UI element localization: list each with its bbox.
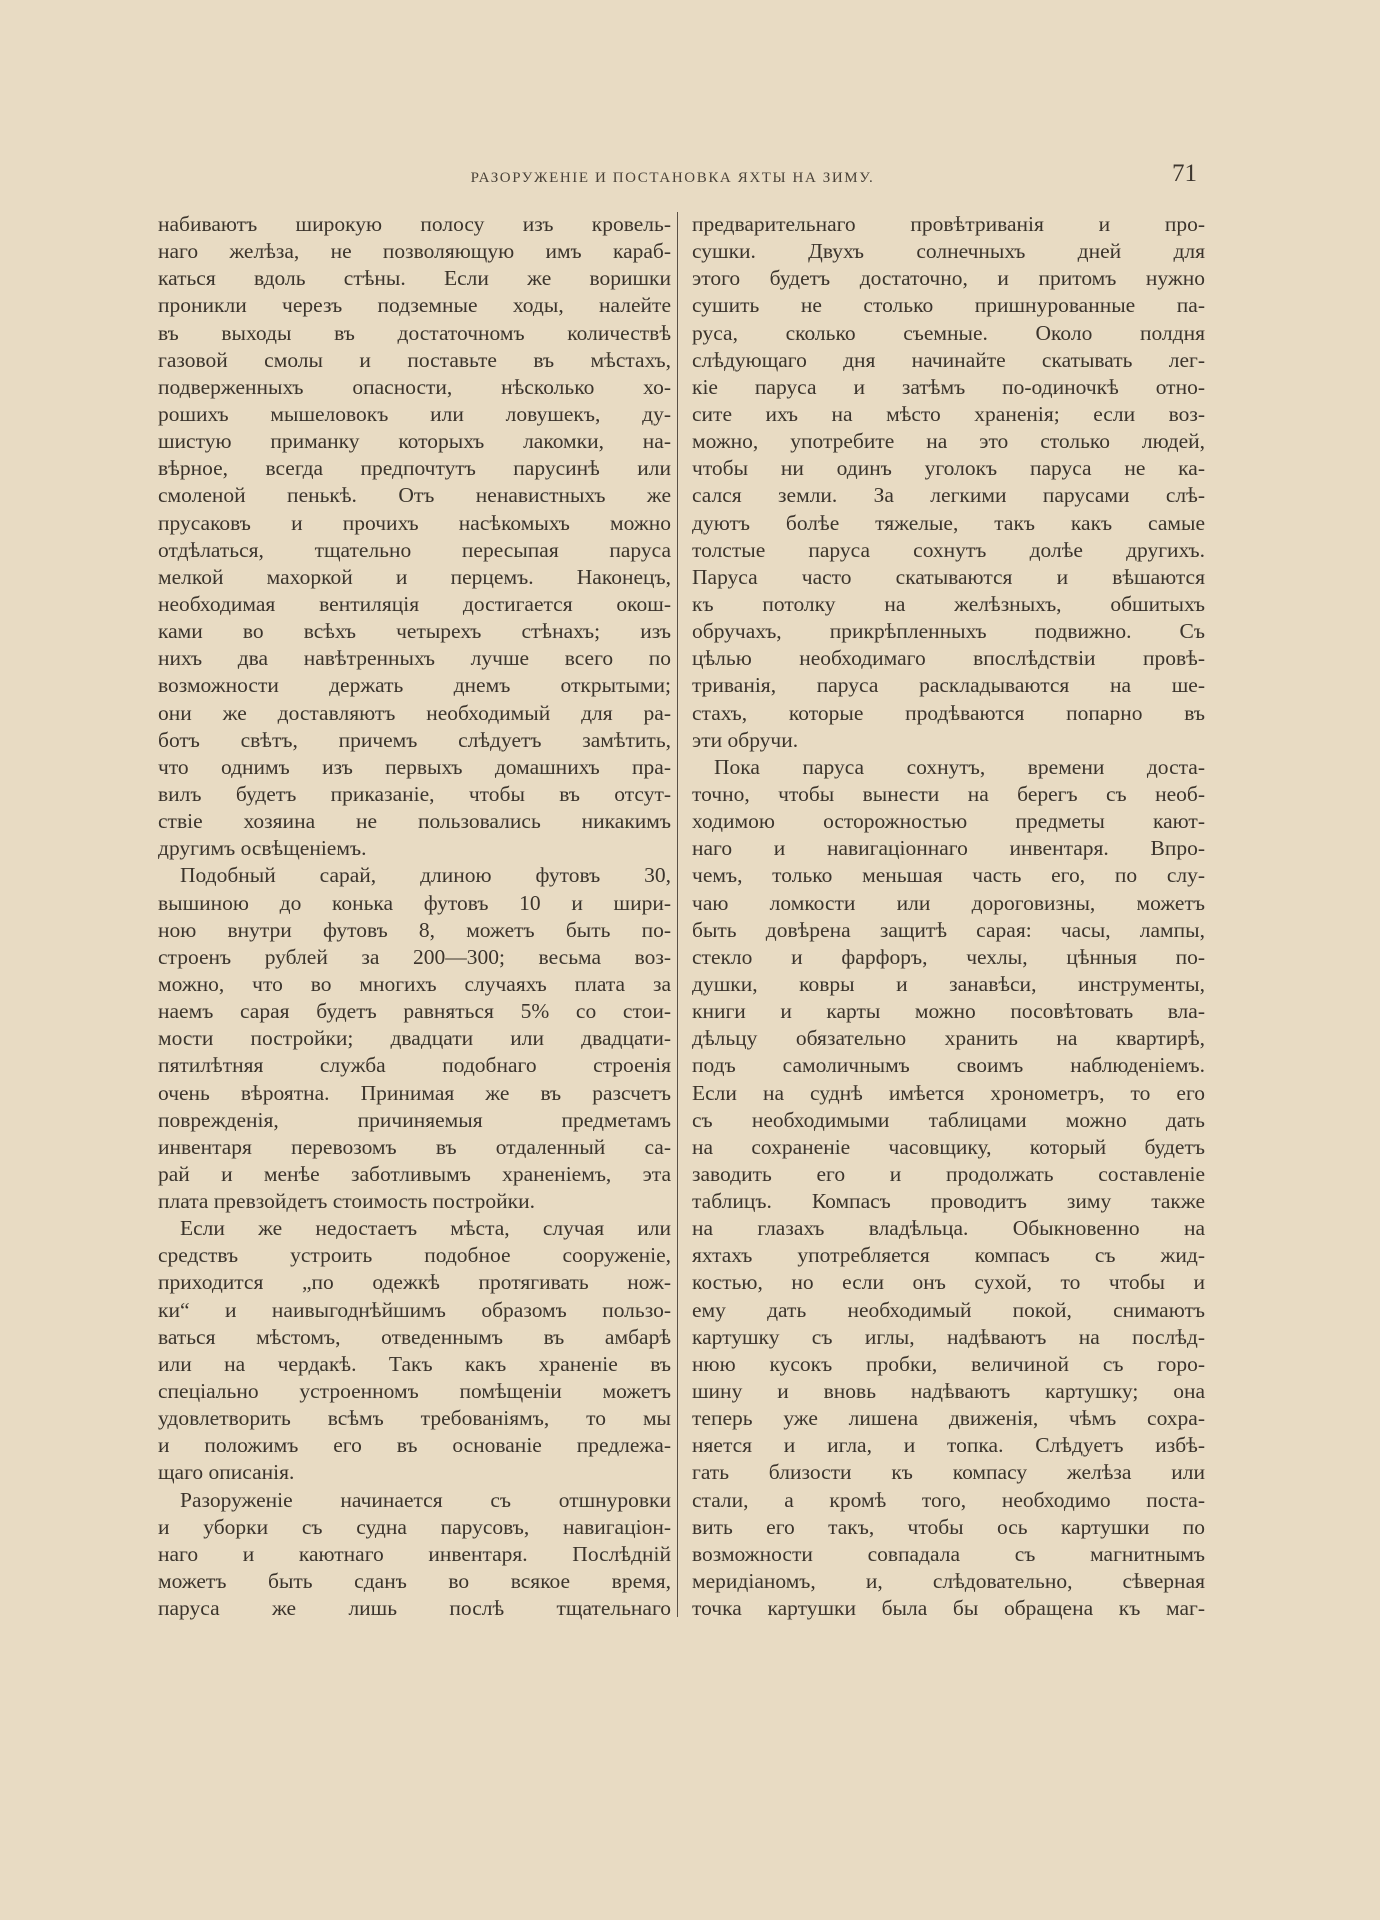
text-line: сите ихъ на мѣсто храненія; если воз-: [692, 401, 1205, 426]
paragraph: [158, 1487, 671, 1623]
text-line: вилъ будетъ приказаніе, чтобы въ отсут-: [158, 781, 671, 806]
text-line: сушить не столько пришнурованные па-: [692, 293, 1205, 318]
text-line: отдѣлаться, тщательно пересыпая паруса: [158, 537, 671, 562]
text-line: быть довѣрена защитѣ сарая: часы, лампы,: [692, 917, 1205, 942]
text-line: можно, употребите на это столько людей,: [692, 429, 1205, 454]
text-line: можетъ быть сданъ во всякое время,: [158, 1569, 671, 1594]
text-line: рай и менѣе заботливымъ храненіемъ, эта: [158, 1161, 671, 1186]
text-line: книги и карты можно посовѣтовать вла-: [692, 999, 1205, 1024]
text-line: Если на суднѣ имѣется хронометръ, то его: [692, 1080, 1205, 1105]
text-line: необходимая вентиляція достигается окош-: [158, 591, 671, 616]
text-line: набиваютъ широкую полосу изъ кровель-: [158, 212, 671, 236]
text-line: мости постройки; двадцати или двадцати-: [158, 1026, 671, 1051]
text-line: прусаковъ и прочихъ насѣкомыхъ можно: [158, 510, 671, 535]
text-line: строенъ рублей за 200—300; весьма воз-: [158, 944, 671, 969]
column-divider: [677, 212, 678, 1617]
page-number: 71: [1172, 160, 1197, 187]
text-line: очень вѣроятна. Принимая же въ разсчетъ: [158, 1080, 671, 1105]
text-line: костью, но если онъ сухой, то чтобы и: [692, 1270, 1205, 1295]
text-line: что однимъ изъ первыхъ домашнихъ пра-: [158, 754, 671, 779]
text-line: на сохраненіе часовщику, который будетъ: [692, 1134, 1205, 1159]
text-line: поврежденія, причиняемыя предметамъ: [158, 1107, 671, 1132]
text-line: шину и вновь надѣваютъ картушку; она: [692, 1379, 1205, 1404]
text-line: проникли черезъ подземные ходы, налейте: [158, 293, 671, 318]
text-line: цѣлью необходимаго впослѣдствіи провѣ-: [692, 646, 1205, 671]
text-line: стахъ, которые продѣваются попарно въ: [692, 700, 1205, 725]
text-line: сушки. Двухъ солнечныхъ дней для: [692, 239, 1205, 264]
text-line: стали, а кромѣ того, необходимо поста-: [692, 1487, 1205, 1512]
text-line: ки“ и наивыгоднѣйшимъ образомъ пользо-: [158, 1297, 671, 1322]
text-line: инвентаря перевозомъ въ отдаленный са-: [158, 1134, 671, 1159]
text-line: вить его такъ, чтобы ось картушки по: [692, 1514, 1205, 1539]
text-line: душки, ковры и занавѣси, инструменты,: [692, 971, 1205, 996]
paragraph: [158, 1215, 671, 1486]
text-line: каться вдоль стѣны. Если же воришки: [158, 266, 671, 291]
text-line: обручахъ, прикрѣпленныхъ подвижно. Съ: [692, 619, 1205, 644]
text-line: чемъ, только меньшая часть его, по слу-: [692, 863, 1205, 888]
text-line: наго и навигаціоннаго инвентаря. Впро-: [692, 836, 1205, 861]
text-line: руса, сколько съемные. Около полдня: [692, 320, 1205, 345]
text-line: предварительнаго провѣтриванія и про-: [692, 212, 1205, 236]
text-line: меридіаномъ, и, слѣдовательно, сѣверная: [692, 1569, 1205, 1594]
text-line: Подобный сарай, длиною футовъ 30,: [180, 863, 671, 888]
text-line: наго желѣза, не позволяющую имъ караб-: [158, 239, 671, 264]
text-line: газовой смолы и поставьте въ мѣстахъ,: [158, 347, 671, 372]
text-line: смоленой пенькѣ. Отъ ненавистныхъ же: [158, 483, 671, 508]
text-line: вѣрное, всегда предпочтутъ парусинѣ или: [158, 456, 671, 481]
running-head: РАЗОРУЖЕНІЕ И ПОСТАНОВКА ЯХТЫ НА ЗИМУ.: [470, 170, 875, 186]
text-line: эти обручи.: [692, 727, 799, 752]
paragraph: [158, 211, 671, 862]
text-line: паруса же лишь послѣ тщательнаго: [158, 1596, 671, 1621]
text-line: гать близости къ компасу желѣза или: [692, 1460, 1205, 1485]
text-line: подъ самоличнымъ своимъ наблюденіемъ.: [692, 1053, 1205, 1078]
text-line: толстые паруса сохнутъ долѣе другихъ.: [692, 537, 1205, 562]
text-line: Разоруженіе начинается съ отшнуровки: [180, 1487, 671, 1512]
paragraph: [692, 754, 1205, 1623]
text-line: съ необходимыми таблицами можно дать: [692, 1107, 1205, 1132]
text-line: ною внутри футовъ 8, можетъ быть по-: [158, 917, 671, 942]
text-line: триванія, паруса раскладываются на ше-: [692, 673, 1205, 698]
text-line: Если же недостаетъ мѣста, случая или: [180, 1216, 671, 1241]
text-line: другимъ освѣщеніемъ.: [158, 836, 367, 861]
text-line: вышиною до конька футовъ 10 и шири-: [158, 890, 671, 915]
text-line: рошихъ мышеловокъ или ловушекъ, ду-: [158, 401, 671, 426]
text-line: средствъ устроить подобное сооруженіе,: [158, 1243, 671, 1268]
text-line: заводить его и продолжать составленіе: [692, 1161, 1205, 1186]
text-line: няется и игла, и топка. Слѣдуетъ избѣ-: [692, 1433, 1205, 1458]
text-line: и положимъ его въ основаніе предлежа-: [158, 1433, 671, 1458]
text-line: или на чердакѣ. Такъ какъ храненіе въ: [158, 1351, 671, 1376]
text-line: мелкой махоркой и перцемъ. Наконецъ,: [158, 564, 671, 589]
paragraph: [158, 862, 671, 1215]
text-line: Паруса часто скатываются и вѣшаются: [692, 564, 1205, 589]
text-line: ему дать необходимый покой, снимаютъ: [692, 1297, 1205, 1322]
text-line: щаго описанія.: [158, 1460, 295, 1485]
text-line: ками во всѣхъ четырехъ стѣнахъ; изъ: [158, 619, 671, 644]
text-line: подверженныхъ опасности, нѣсколько хо-: [158, 374, 671, 399]
text-line: и уборки съ судна парусовъ, навигаціон-: [158, 1514, 671, 1539]
text-line: шистую приманку которыхъ лакомки, на-: [158, 429, 671, 454]
text-line: дуютъ болѣе тяжелые, такъ какъ самые: [692, 510, 1205, 535]
text-line: ваться мѣстомъ, отведеннымъ въ амбарѣ: [158, 1324, 671, 1349]
text-line: точно, чтобы вынести на берегъ съ необ-: [692, 781, 1205, 806]
text-line: можно, что во многихъ случаяхъ плата за: [158, 971, 671, 996]
text-line: сался земли. За легкими парусами слѣ-: [692, 483, 1205, 508]
paragraph: [692, 211, 1205, 754]
text-line: возможности совпадала съ магнитнымъ: [692, 1541, 1205, 1566]
text-line: яхтахъ употребляется компасъ съ жид-: [692, 1243, 1205, 1268]
text-line: этого будетъ достаточно, и притомъ нужно: [692, 266, 1205, 291]
text-line: чтобы ни одинъ уголокъ паруса не ка-: [692, 456, 1205, 481]
left-column: [158, 211, 671, 1622]
text-line: нихъ два навѣтренныхъ лучше всего по: [158, 646, 671, 671]
text-line: ходимою осторожностью предметы кают-: [692, 809, 1205, 834]
text-line: теперь уже лишена движенія, чѣмъ сохра-: [692, 1406, 1205, 1431]
text-line: картушку съ иглы, надѣваютъ на послѣд-: [692, 1324, 1205, 1349]
text-line: возможности держать днемъ открытыми;: [158, 673, 671, 698]
right-column: [692, 211, 1205, 1622]
text-line: кіе паруса и затѣмъ по-одиночкѣ отно-: [692, 374, 1205, 399]
text-line: они же доставляютъ необходимый для ра-: [158, 700, 671, 725]
text-line: ствіе хозяина не пользовались никакимъ: [158, 809, 671, 834]
text-line: на глазахъ владѣльца. Обыкновенно на: [692, 1216, 1205, 1241]
text-line: къ потолку на желѣзныхъ, обшитыхъ: [692, 591, 1205, 616]
text-line: спеціально устроенномъ помѣщеніи можетъ: [158, 1379, 671, 1404]
text-line: стекло и фарфоръ, чехлы, цѣнныя по-: [692, 944, 1205, 969]
text-line: пятилѣтняя служба подобнаго строенія: [158, 1053, 671, 1078]
text-line: нюю кусокъ пробки, величиной съ горо-: [692, 1351, 1205, 1376]
text-line: ботъ свѣтъ, причемъ слѣдуетъ замѣтить,: [158, 727, 671, 752]
text-line: наемъ сарая будетъ равняться 5% со стои-: [158, 999, 671, 1024]
text-line: въ выходы въ достаточномъ количествѣ: [158, 320, 671, 345]
text-line: дѣльцу обязательно хранить на квартирѣ,: [692, 1026, 1205, 1051]
text-line: таблицъ. Компасъ проводитъ зиму также: [692, 1189, 1205, 1214]
text-line: удовлетворить всѣмъ требованіямъ, то мы: [158, 1406, 671, 1431]
text-line: приходится „по одежкѣ протягивать нож-: [158, 1270, 671, 1295]
text-line: точка картушки была бы обращена къ маг-: [692, 1596, 1205, 1621]
text-line: чаю ломкости или дороговизны, можетъ: [692, 890, 1205, 915]
text-line: Пока паруса сохнутъ, времени доста-: [714, 754, 1205, 779]
text-line: слѣдующаго дня начинайте скатывать лег-: [692, 347, 1205, 372]
text-line: наго и каютнаго инвентаря. Послѣдній: [158, 1541, 671, 1566]
text-line: плата превзойдетъ стоимость постройки.: [158, 1189, 535, 1214]
